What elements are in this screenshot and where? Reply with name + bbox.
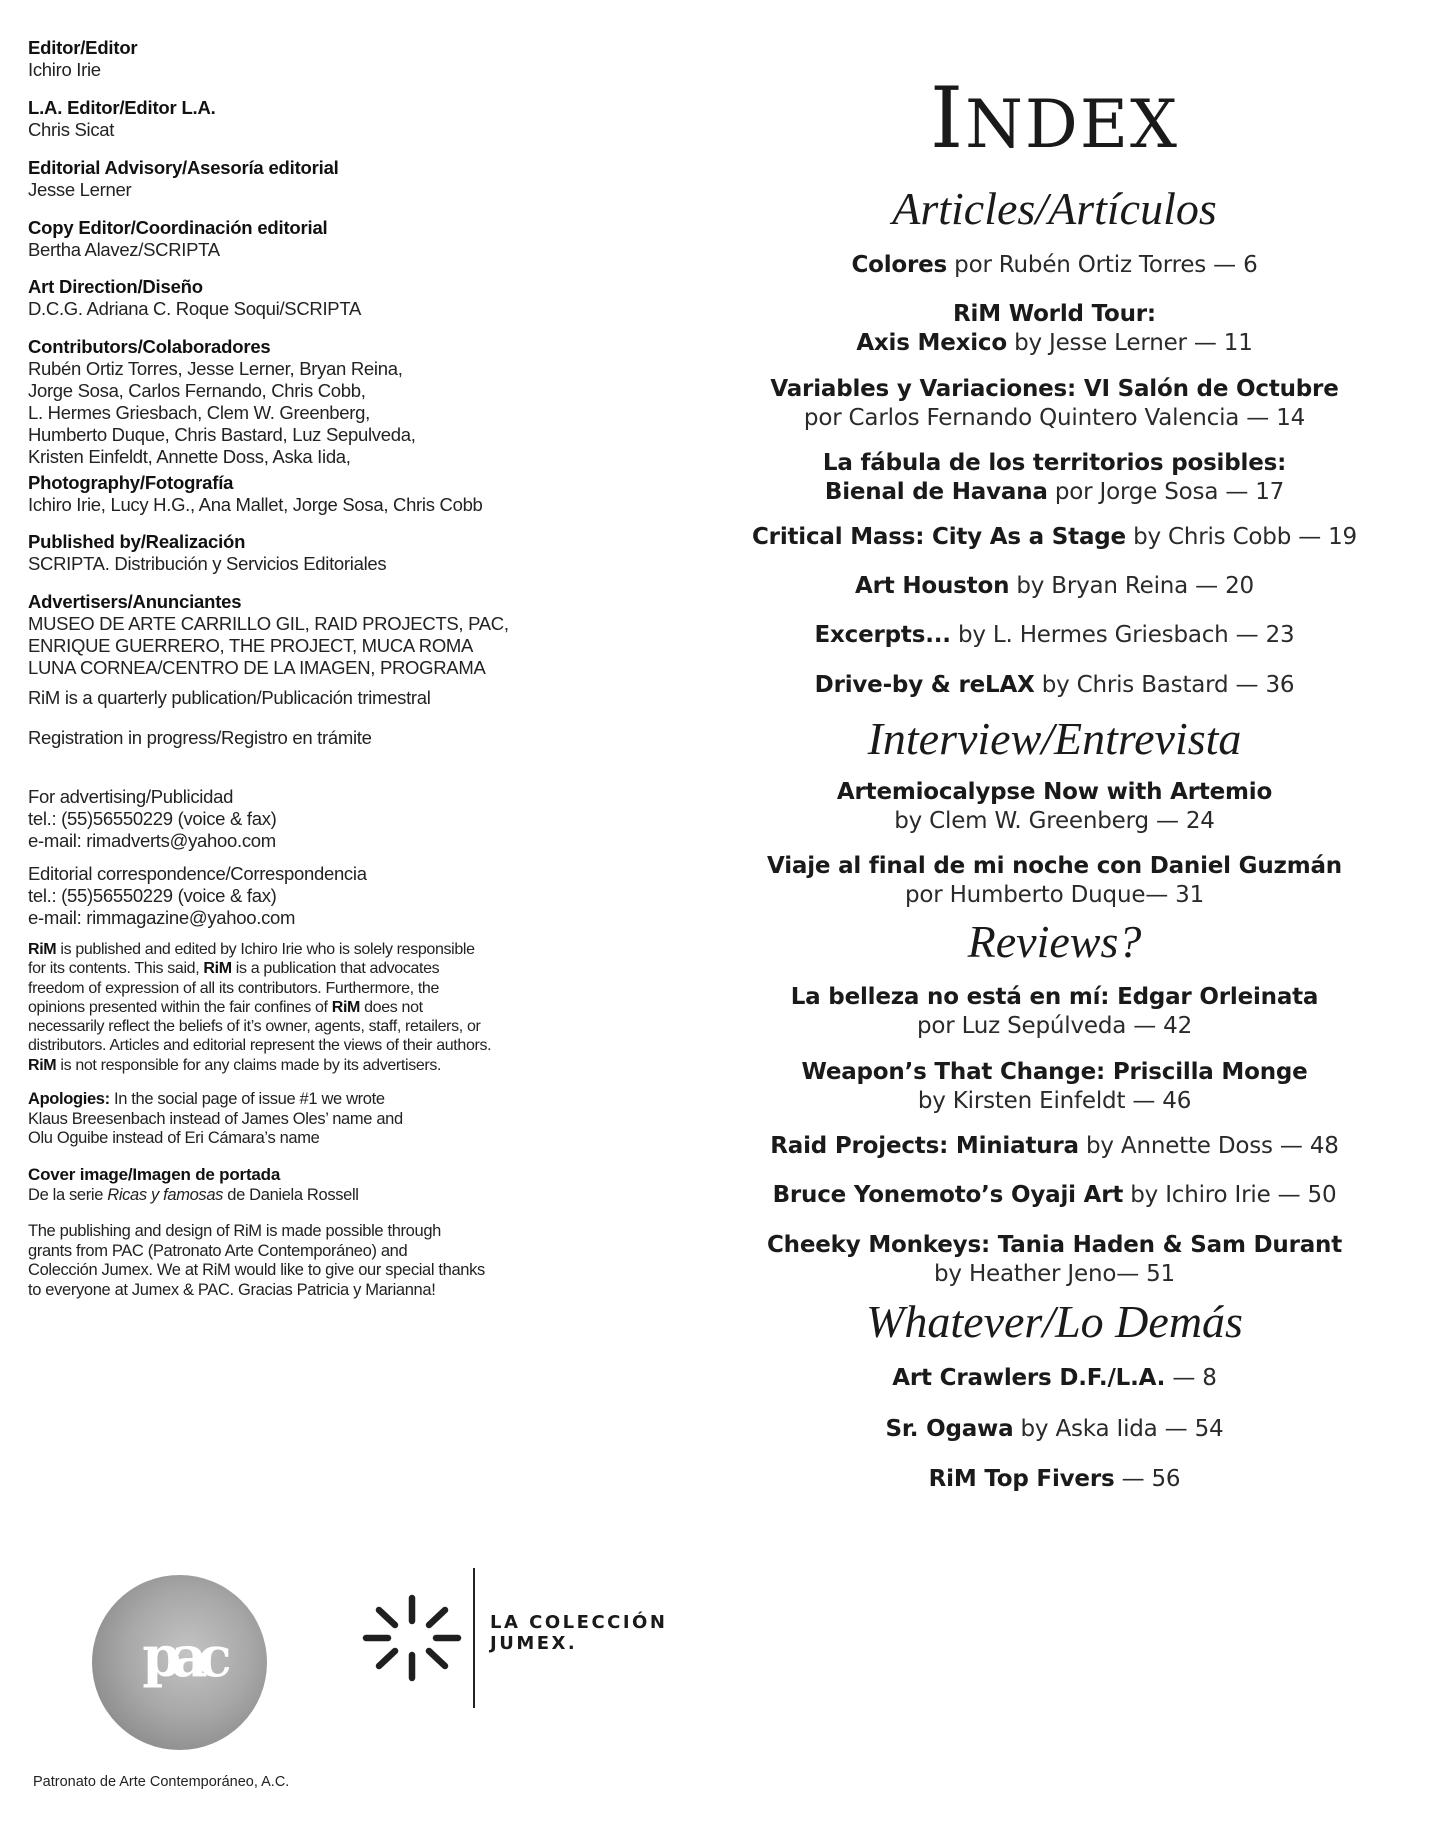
credit-published-by xyxy=(28,531,678,575)
cover-image-value xyxy=(28,1185,678,1205)
index-entry[interactable] xyxy=(680,1231,1429,1289)
credit-value: D.C.G. Adriana C. Roque Soqui/SCRIPTA xyxy=(28,298,362,319)
rim-name: RiM xyxy=(203,960,232,978)
index-title xyxy=(680,69,1429,167)
entry-byline: — 56 xyxy=(1114,1466,1181,1492)
credit-line: MUSEO DE ARTE CARRILLO GIL, RAID PROJECTS, PAC, xyxy=(28,613,509,634)
credit-label: Editorial Advisory/Asesoría editorial xyxy=(28,157,339,178)
disclaimer-line: distributors. Articles and editorial represent the views of their authors. xyxy=(28,1037,492,1055)
index-entry[interactable] xyxy=(680,1058,1429,1116)
entry-title: Bruce Yonemoto’s Oyaji Art xyxy=(772,1182,1124,1208)
entry-line xyxy=(680,523,1429,552)
entry-title: RiM Top Fivers xyxy=(928,1466,1115,1492)
credit-label: Editor/Editor xyxy=(28,37,138,58)
jumex-wordmark xyxy=(490,1612,667,1654)
entry-line xyxy=(680,1058,1429,1087)
contact-phone: tel.: (55)56550229 (voice & fax) xyxy=(28,808,277,829)
entry-title: Raid Projects: Miniatura xyxy=(770,1133,1079,1159)
entry-byline: by Aska Iida — 54 xyxy=(1013,1416,1224,1442)
disclaimer-line: freedom of expression of all its contributors. Furthermore, the xyxy=(28,979,440,997)
entry-title: Bienal de Havana xyxy=(824,479,1048,505)
registration-note: Registration in progress/Registro en trámite xyxy=(28,727,372,748)
quarterly-note: RiM is a quarterly publication/Publicación trimestral xyxy=(28,687,431,708)
credit-la-editor xyxy=(28,97,678,141)
entry-byline: by Clem W. Greenberg — 24 xyxy=(894,808,1215,834)
credit-label: Cover image/Imagen de portada xyxy=(28,1165,281,1184)
entry-byline: por Carlos Fernando Quintero Valencia — 14 xyxy=(803,405,1306,431)
disclaimer-paragraph xyxy=(28,940,678,1075)
disclaimer-line xyxy=(28,959,678,978)
index-entry[interactable] xyxy=(680,523,1429,552)
entry-byline: por Rubén Ortiz Torres — 6 xyxy=(947,252,1258,278)
credit-label: Photography/Fotografía xyxy=(28,472,234,493)
thanks-paragraph xyxy=(28,1222,678,1300)
entry-byline: by Jesse Lerner — 11 xyxy=(1006,330,1253,356)
contact-phone: tel.: (55)56550229 (voice & fax) xyxy=(28,885,277,906)
credit-copy-editor xyxy=(28,217,678,261)
credit-line: L. Hermes Griesbach, Clem W. Greenberg, xyxy=(28,402,370,423)
credit-label: Contributors/Colaboradores xyxy=(28,336,271,357)
entry-title: Sr. Ogawa xyxy=(885,1416,1014,1442)
cover-text: de Daniela Rossell xyxy=(223,1186,359,1204)
entry-line xyxy=(680,1415,1429,1444)
credit-label: Published by/Realización xyxy=(28,531,246,552)
credit-value: Ichiro Irie, Lucy H.G., Ana Mallet, Jorge Sosa, Chris Cobb xyxy=(28,494,483,515)
entry-title: La fábula de los territorios posibles: xyxy=(822,450,1287,476)
advertising-contact xyxy=(28,786,678,852)
entry-byline: por Luz Sepúlveda — 42 xyxy=(916,1013,1193,1039)
disclaimer-line xyxy=(28,1056,678,1075)
apologies-line: Klaus Breesenbach instead of James Oles’ name and xyxy=(28,1109,403,1128)
jumex-divider xyxy=(473,1568,475,1708)
credit-line: Kristen Einfeldt, Annette Doss, Aska Iida, xyxy=(28,446,351,467)
credit-label: Advertisers/Anunciantes xyxy=(28,591,242,612)
thanks-line: The publishing and design of RiM is made possible through xyxy=(28,1222,441,1240)
pac-caption: Patronato de Arte Contemporáneo, A.C. xyxy=(33,1774,290,1790)
index-entry[interactable] xyxy=(680,572,1429,601)
pac-logo-mark: pac xyxy=(142,1624,222,1690)
pac-logo xyxy=(92,1575,267,1750)
thanks-line: to everyone at Jumex & PAC. Gracias Patricia y Marianna! xyxy=(28,1280,436,1299)
credit-label: L.A. Editor/Editor L.A. xyxy=(28,97,216,118)
contact-email[interactable]: e-mail: rimadverts@yahoo.com xyxy=(28,830,276,851)
index-entry[interactable] xyxy=(680,621,1429,650)
entry-byline: by Ichiro Irie — 50 xyxy=(1123,1182,1337,1208)
entry-line xyxy=(680,478,1429,507)
index-entry[interactable] xyxy=(680,1415,1429,1444)
entry-line xyxy=(680,1260,1429,1289)
contact-line: Editorial correspondence/Correspondencia xyxy=(28,863,367,884)
disclaimer-text: does not xyxy=(360,998,423,1016)
contact-line: For advertising/Publicidad xyxy=(28,786,234,807)
index-entry[interactable] xyxy=(680,300,1429,358)
entry-line xyxy=(680,1012,1429,1041)
section-heading-whatever: Whatever/Lo Demás xyxy=(866,1296,1243,1347)
thanks-line: Colección Jumex. We at RiM would like to give our special thanks xyxy=(28,1261,485,1279)
index-entry[interactable] xyxy=(680,375,1429,433)
entry-title: Viaje al final de mi noche con Daniel Guzmán xyxy=(767,853,1342,879)
credit-value: Bertha Alavez/SCRIPTA xyxy=(28,239,220,260)
entry-title: Art Houston xyxy=(855,573,1010,599)
credit-art-direction xyxy=(28,276,678,320)
entry-title: Critical Mass: City As a Stage xyxy=(752,524,1126,550)
section-heading-articles: Articles/Artículos xyxy=(892,183,1217,234)
jumex-star-icon xyxy=(362,1588,462,1688)
entry-line xyxy=(680,778,1429,807)
disclaimer-text: is a publication that advocates xyxy=(231,960,440,978)
entry-line xyxy=(680,807,1429,836)
entry-title: Excerpts... xyxy=(814,622,951,648)
disclaimer-text: opinions presented within the fair confines of xyxy=(28,998,332,1016)
entry-line xyxy=(680,881,1429,910)
entry-byline: by Heather Jeno— 51 xyxy=(934,1261,1175,1287)
entry-line xyxy=(680,671,1429,700)
rim-name: RiM xyxy=(28,1056,57,1074)
index-entry[interactable] xyxy=(680,1181,1429,1210)
entry-line xyxy=(680,1364,1429,1393)
entry-line xyxy=(680,621,1429,650)
entry-line xyxy=(680,404,1429,433)
apologies-line xyxy=(28,1090,678,1110)
index-entry[interactable] xyxy=(680,449,1429,507)
entry-byline: — 8 xyxy=(1165,1365,1217,1391)
disclaimer-text: is not responsible for any claims made by its advertisers. xyxy=(56,1056,442,1074)
index-entry[interactable] xyxy=(680,852,1429,910)
entry-line xyxy=(680,1181,1429,1210)
entry-line xyxy=(680,1231,1429,1260)
apologies-line: Olu Oguibe instead of Eri Cámara’s name xyxy=(28,1129,320,1147)
credit-line: ENRIQUE GUERRERO, THE PROJECT, MUCA ROMA xyxy=(28,635,474,656)
section-heading-reviews: Reviews? xyxy=(967,916,1142,967)
contact-email[interactable]: e-mail: rimmagazine@yahoo.com xyxy=(28,907,296,928)
disclaimer-line xyxy=(28,940,678,959)
entry-byline: by Kirsten Einfeldt — 46 xyxy=(917,1088,1192,1114)
apologies-label: Apologies: xyxy=(28,1090,110,1108)
index-entry[interactable] xyxy=(680,251,1429,280)
credit-photography xyxy=(28,472,678,516)
editorial-contact xyxy=(28,863,678,929)
entry-title: RiM World Tour: xyxy=(953,301,1156,327)
entry-byline: por Humberto Duque— 31 xyxy=(904,882,1205,908)
entry-byline: by Bryan Reina — 20 xyxy=(1009,573,1254,599)
apologies-text: In the social page of issue #1 we wrote xyxy=(109,1090,385,1108)
index-entry[interactable] xyxy=(680,1465,1429,1494)
entry-title: La belleza no está en mí: Edgar Orleinata xyxy=(790,984,1319,1010)
entry-line xyxy=(680,1465,1429,1494)
entry-title: Drive-by & reLAX xyxy=(814,672,1035,698)
entry-line xyxy=(680,1132,1429,1161)
entry-byline: by Chris Cobb — 19 xyxy=(1125,524,1357,550)
entry-title: Art Crawlers D.F./L.A. xyxy=(892,1365,1166,1391)
disclaimer-line: necessarily reflect the beliefs of it’s owner, agents, staff, retailers, or xyxy=(28,1018,481,1036)
index-entry[interactable] xyxy=(680,671,1429,700)
index-entry[interactable] xyxy=(680,778,1429,836)
index-title-rest: NDEX xyxy=(965,86,1180,163)
credit-label: Art Direction/Diseño xyxy=(28,276,203,297)
entry-line xyxy=(680,251,1429,280)
jumex-line: LA COLECCIÓN xyxy=(490,1612,668,1633)
entry-byline: por Jorge Sosa — 17 xyxy=(1047,479,1285,505)
entry-byline: by Chris Bastard — 36 xyxy=(1034,672,1295,698)
entry-line xyxy=(680,983,1429,1012)
entry-byline: by L. Hermes Griesbach — 23 xyxy=(950,622,1295,648)
entry-line xyxy=(680,852,1429,881)
entry-title: Artemiocalypse Now with Artemio xyxy=(836,779,1273,805)
entry-line xyxy=(680,572,1429,601)
cover-text: De la serie xyxy=(28,1186,108,1204)
disclaimer-text: for its contents. This said, xyxy=(28,960,204,978)
credit-label: Copy Editor/Coordinación editorial xyxy=(28,217,328,238)
entry-line xyxy=(680,300,1429,329)
disclaimer-text: is published and edited by Ichiro Irie who is solely responsible xyxy=(56,941,475,958)
credit-value: SCRIPTA. Distribución y Servicios Editoriales xyxy=(28,553,387,574)
entry-byline: by Annette Doss — 48 xyxy=(1078,1133,1339,1159)
index-title-initial: I xyxy=(929,69,966,167)
entry-title: Cheeky Monkeys: Tania Haden & Sam Durant xyxy=(766,1232,1343,1258)
disclaimer-line xyxy=(28,998,678,1017)
credit-contributors xyxy=(28,336,678,468)
entry-title: Colores xyxy=(851,252,948,278)
section-heading-interview: Interview/Entrevista xyxy=(867,713,1242,764)
credit-line: Humberto Duque, Chris Bastard, Luz Sepulveda, xyxy=(28,424,416,445)
entry-line xyxy=(680,375,1429,404)
index-entry[interactable] xyxy=(680,983,1429,1041)
credit-line: Rubén Ortiz Torres, Jesse Lerner, Bryan Reina, xyxy=(28,358,403,379)
thanks-line: grants from PAC (Patronato Arte Contemporáneo) and xyxy=(28,1241,408,1260)
jumex-line: JUMEX. xyxy=(490,1633,578,1654)
index-entry[interactable] xyxy=(680,1132,1429,1161)
entry-line xyxy=(680,449,1429,478)
cover-series-title: Ricas y famosas xyxy=(107,1186,224,1204)
credit-value: Jesse Lerner xyxy=(28,179,132,200)
rim-name: RiM xyxy=(331,998,361,1016)
credit-advertisers xyxy=(28,591,678,679)
index-entry[interactable] xyxy=(680,1364,1429,1393)
entry-title: Variables y Variaciones: VI Salón de Octubre xyxy=(770,376,1339,402)
credit-line: Jorge Sosa, Carlos Fernando, Chris Cobb, xyxy=(28,380,366,401)
credit-value: Ichiro Irie xyxy=(28,59,101,80)
entry-line xyxy=(680,329,1429,358)
apologies-note xyxy=(28,1090,678,1149)
entry-title: Weapon’s That Change: Priscilla Monge xyxy=(801,1059,1308,1085)
rim-name: RiM xyxy=(28,941,57,958)
credit-editorial-advisory xyxy=(28,157,678,201)
entry-line xyxy=(680,1087,1429,1116)
cover-image-credit xyxy=(28,1165,678,1205)
entry-title: Axis Mexico xyxy=(856,330,1007,356)
credit-value: Chris Sicat xyxy=(28,119,115,140)
credit-editor xyxy=(28,37,678,81)
credit-line: LUNA CORNEA/CENTRO DE LA IMAGEN, PROGRAMA xyxy=(28,657,486,678)
